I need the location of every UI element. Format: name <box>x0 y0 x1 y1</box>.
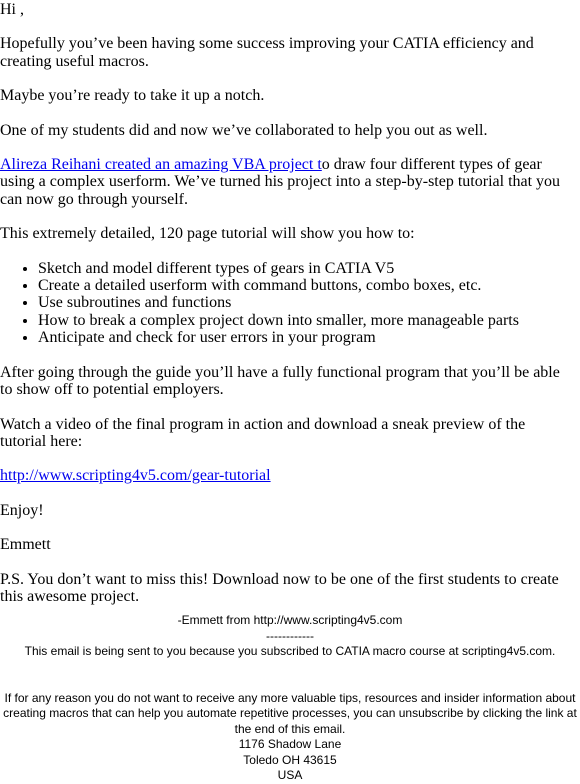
list-item: • Use subroutines and functions <box>38 294 575 311</box>
list-item: • Anticipate and check for user errors in your program <box>38 329 575 346</box>
tutorial-link[interactable]: http://www.scripting4v5.com/gear-tutorial <box>0 467 271 485</box>
project-paragraph-text: o draw four different types of gear using a complex userform. We’ve turned his project into a step-by-step tutorial that you can now go through yourself. <box>0 156 561 208</box>
tutorial-paragraph: This extremely detailed, 120 page tutorial will show you how to: <box>0 225 415 243</box>
email-body <box>0 1 575 784</box>
footer-separator: ------------ <box>266 628 314 643</box>
footer-address-street: 1176 Shadow Lane <box>238 737 342 752</box>
greeting: Hi , <box>0 1 24 18</box>
footer-reason: This email is being sent to you because you subscribed to CATIA macro course at scripting4v5.com. <box>24 644 556 659</box>
footer-unsubscribe-note: If for any reason you do not want to receive any more valuable tips, resources and insider information about creating macros that can help you automate repetitive processes, you can unsubscribe by clicking the link at the end of this email. <box>3 690 577 736</box>
intro-paragraph: Hopefully you’ve been having some success improving your CATIA efficiency and creating useful macros. <box>0 35 534 70</box>
tutorial-bullet-list <box>0 260 575 347</box>
footer-spacer <box>0 660 580 691</box>
ps-paragraph: P.S. You don’t want to miss this! Download now to be one of the first students to create this awesome project. <box>0 570 559 605</box>
list-item: • Create a detailed userform with command buttons, combo boxes, etc. <box>38 277 575 294</box>
students-paragraph: One of my students did and now we’ve collaborated to help you out as well. <box>0 121 488 139</box>
signature: Emmett <box>0 536 51 554</box>
project-link[interactable]: Alireza Reihani created an amazing VBA project t <box>0 156 322 174</box>
tutorial-link-paragraph <box>0 467 575 484</box>
guide-paragraph: After going through the guide you’ll have a fully functional program that you’ll be able to show off to potential employers. <box>0 363 560 399</box>
footer-address-country: USA <box>277 768 303 783</box>
sign-off: Enjoy! <box>0 501 44 519</box>
list-item: • Sketch and model different types of gears in CATIA V5 <box>38 260 575 277</box>
video-paragraph: Watch a video of the final program in action and download a sneak preview of the tutorial here: <box>0 415 526 450</box>
notch-paragraph: Maybe you’re ready to take it up a notch. <box>0 87 265 105</box>
list-item: • How to break a complex project down into smaller, more manageable parts <box>38 312 575 329</box>
project-paragraph <box>0 156 575 208</box>
footer-from-line: -Emmett from http://www.scripting4v5.com <box>177 613 403 628</box>
footer-address-city: Toledo OH 43615 <box>243 752 337 767</box>
email-footer <box>0 613 580 784</box>
